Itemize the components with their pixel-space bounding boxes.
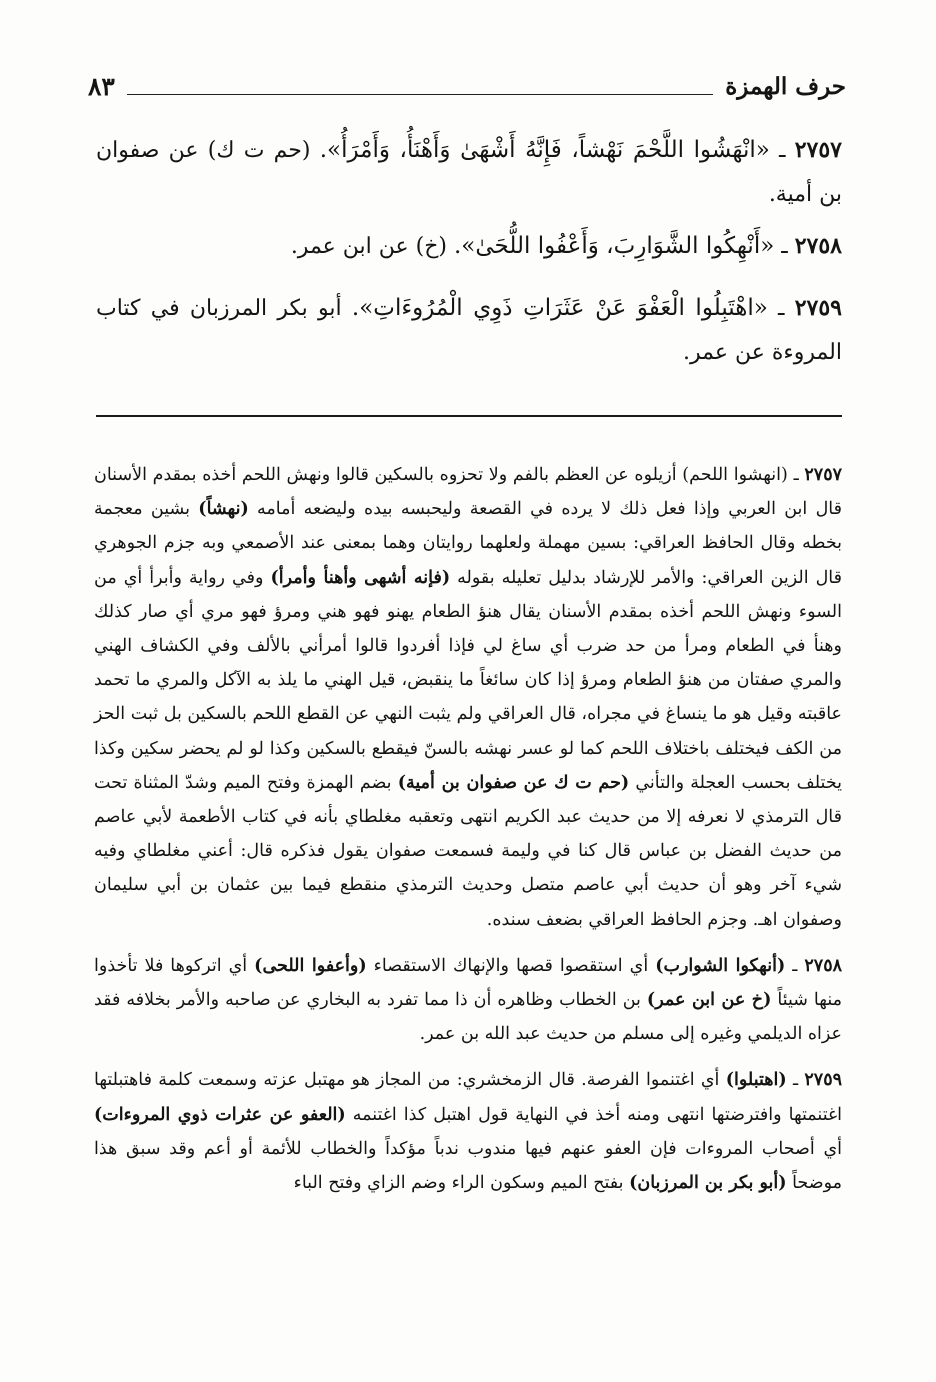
quoted-term: (حم ت ك عن صفوان بن أمية) bbox=[397, 772, 630, 793]
chapter-title: حرف الهمزة bbox=[725, 72, 846, 100]
commentary-section bbox=[94, 458, 842, 1212]
hadith-source: (حم ت ك) عن صفوان بن أمية. bbox=[96, 138, 842, 207]
quoted-term: (فإنه أشهى وأهنأ وأمرأ) bbox=[270, 567, 451, 588]
hadith-number: ٢٧٥٨ bbox=[794, 233, 842, 259]
hadith-text: «انْهَشُوا اللَّحْمَ نَهْشاً، فَإِنَّهُ أَشْهَىٰ وَأَهْنَأُ، وَأَمْرَأُ». bbox=[319, 137, 770, 163]
quoted-term: (أبو بكر بن المرزبان) bbox=[629, 1173, 787, 1194]
hadith-entry: ٢٧٥٩ ـ «اهْتَبِلُوا الْعَفْوَ عَنْ عَثَرَاتِ ذَوِي الْمُرُوءَاتِ». أبو بكر المرزبان في كتاب المروءة عن عمر. bbox=[96, 295, 842, 365]
commentary-paragraph: ٢٧٥٧ ـ (انهشوا اللحم) أزيلوه عن العظم بالفم ولا تحزوه بالسكين قالوا ونهش اللحم أخذه بمقدم الأسنان قال ابن العربي وإذا فعل ذلك لا يرده في القصعة وليحبسه بيده وليضعه أمامه (نهشاً) بشين معجمة بخطه وقال الحافظ العراقي: بسين مهملة ولعلهما روايتان وهما بمعنى عند الأصمعي وبه جزم الجوهري قال الزين العراقي: والأمر للإرشاد بدليل تعليله بقوله (فإنه أشهى وأهنأ وأمرأ) وفي رواية وأبرأ أي من السوء ونهش اللحم أخذه بمقدم الأسنان يقال هنؤ الطعام يهنو فهو هني ومرؤ فهو مري أي صار كذلك وهنأ في الطعام ومرأ من حد ضرب أي ساغ لي فإذا أفردوا قالوا أمرأني بالألف وفي الكشاف الهني والمري صفتان من هنؤ الطعام ومرؤ إذا كان سائغاً ما ينقبض، قيل الهني ما يلذ به الآكل والمري ما تحمد عاقبته وقيل هو ما ينساغ في مجراه، قال العراقي ولم يثبت النهي عن القطع اللحم بالسكين بل ثبت الحز من الكف فيختلف باختلاف اللحم كما لو عسر نهشه بالسنّ فيقطع بالسكين وكذا لو لم يحضر سكين وكذا يختلف بحسب العجلة والتأني (حم ت ك عن صفوان بن أمية) بضم الهمزة وفتح الميم وشدّ المثناة تحت قال الترمذي لا نعرفه إلا من حديث عبد الكريم انتهى وتعقبه مغلطاي بأنه في كتاب الأطعمة لأبي عاصم من حديث الفضل بن عباس قال كنا في وليمة فسمعت صفوان يقول فذكره قال: أعني مغلطاي وفيه شيء آخر وهو أن حديث أبي عاصم متصل وحديث الترمذي منقطع فيما بين عثمان بن أبي سليمان وصفوان اهـ. وجزم الحافظ العراقي بضعف سنده. bbox=[94, 465, 842, 930]
commentary-paragraph: ٢٧٥٨ ـ (أنهكوا الشوارب) أي استقصوا قصها والإنهاك الاستقصاء (وأعفوا اللحى) أي اتركوها فلا تأخذوا منها شيئاً (خ عن ابن عمر) بن الخطاب وظاهره أن ذا مما تفرد به البخاري عن صاحبه والأمر بخلافه فقد عزاه الديلمي وغيره إلى مسلم من حديث عبد الله بن عمر. bbox=[94, 955, 842, 1045]
hadith-source: أبو بكر المرزبان في كتاب المروءة عن عمر. bbox=[96, 296, 842, 365]
commentary-text: بفتح الميم وسكون الراء وضم الزاي وفتح الباء bbox=[293, 1173, 630, 1194]
page-number: ٨٣ bbox=[88, 71, 115, 101]
section-separator bbox=[96, 415, 842, 417]
commentary-number: ٢٧٥٩ bbox=[804, 1070, 842, 1091]
hadith-entry: ٢٧٥٨ ـ «أَنْهِكُوا الشَّوَارِبَ، وَأَعْفُوا اللُّحَىٰ». (خ) عن ابن عمر. bbox=[290, 233, 842, 259]
commentary-text: بشين معجمة بخطه وقال الحافظ العراقي: بسين مهملة ولعلهما روايتان وهما بمعنى عند الأصمعي وبه جزم الجوهري قال الزين العراقي: والأمر للإرشاد بدليل تعليله بقوله bbox=[94, 499, 842, 588]
header-rule bbox=[127, 94, 713, 95]
running-header bbox=[88, 66, 846, 106]
commentary-text: أي اتركوها فلا تأخذوا منها شيئاً bbox=[94, 955, 842, 1011]
quoted-term: (نهشاً) bbox=[198, 499, 249, 520]
commentary-text: (انهشوا اللحم) أزيلوه عن العظم بالفم ولا تحزوه بالسكين قالوا ونهش اللحم أخذه بمقدم الأسنان قال ابن العربي وإذا فعل ذلك لا يرده في القصعة وليحبسه بيده وليضعه أمامه bbox=[94, 465, 842, 520]
hadith-source: (خ) عن ابن عمر. bbox=[290, 234, 447, 259]
commentary-number: ٢٧٥٧ bbox=[804, 465, 842, 485]
commentary-text: أي اغتنموا الفرصة. قال الزمخشري: من المجاز هو مهتبل عزته وسمعت كلمة فاهتبلتها اغتنمتها وافترضتها انتهى ومنه أخذ في النهاية قول اهتبل كذا اغتنمه bbox=[94, 1070, 842, 1125]
commentary-text: بن الخطاب وظاهره أن ذا مما تفرد به البخاري عن صاحبه والأمر بخلافه فقد عزاه الديلمي وغيره إلى مسلم من حديث عبد الله بن عمر. bbox=[94, 990, 842, 1045]
commentary-text: أي أصحاب المروءات فإن العفو عنهم فيها مندوب ندباً مؤكداً والخطاب للأئمة أو أعم وقد سبق هذا موضحاً bbox=[94, 1138, 842, 1194]
hadith-number: ٢٧٥٩ bbox=[794, 295, 842, 321]
quoted-term: (اهتبلوا) bbox=[725, 1070, 787, 1091]
hadith-text: «أَنْهِكُوا الشَّوَارِبَ، وَأَعْفُوا اللُّحَىٰ». bbox=[454, 233, 775, 259]
hadith-entry: ٢٧٥٧ ـ «انْهَشُوا اللَّحْمَ نَهْشاً، فَإِنَّهُ أَشْهَىٰ وَأَهْنَأُ، وَأَمْرَأُ». (حم ت ك) عن صفوان بن أمية. bbox=[96, 137, 842, 207]
hadith-number: ٢٧٥٧ bbox=[794, 137, 842, 163]
quoted-term: (وأعفوا اللحى) bbox=[254, 955, 367, 976]
commentary-number: ٢٧٥٨ bbox=[804, 955, 842, 976]
quoted-term: (العفو عن عثرات ذوي المروءات) bbox=[94, 1104, 346, 1125]
commentary-paragraph: ٢٧٥٩ ـ (اهتبلوا) أي اغتنموا الفرصة. قال الزمخشري: من المجاز هو مهتبل عزته وسمعت كلمة فاهتبلتها اغتنمتها وافترضتها انتهى ومنه أخذ في النهاية قول اهتبل كذا اغتنمه (العفو عن عثرات ذوي المروءات) أي أصحاب المروءات فإن العفو عنهم فيها مندوب ندباً مؤكداً والخطاب للأئمة أو أعم وقد سبق هذا موضحاً (أبو بكر بن المرزبان) بفتح الميم وسكون الراء وضم الزاي وفتح الباء bbox=[94, 1070, 842, 1194]
hadith-text: «اهْتَبِلُوا الْعَفْوَ عَنْ عَثَرَاتِ ذَوِي الْمُرُوءَاتِ». bbox=[351, 295, 768, 321]
quoted-term: (خ عن ابن عمر) bbox=[646, 990, 772, 1011]
commentary-text: بضم الهمزة وفتح الميم وشدّ المثناة تحت قال الترمذي لا نعرفه إلا من حديث عبد الكريم انتهى وتعقبه مغلطاي بأنه في كتاب الأطعمة لأبي عاصم من حديث الفضل بن عباس قال كنا في وليمة فسمعت صفوان يقول فذكره قال: أعني مغلطاي وفيه شيء آخر وهو أن حديث أبي عاصم متصل وحديث الترمذي منقطع فيما بين عثمان بن أبي سليمان وصفوان اهـ. وجزم الحافظ العراقي بضعف سنده. bbox=[94, 772, 842, 930]
quoted-term: (أنهكوا الشوارب) bbox=[655, 955, 786, 976]
commentary-text: أي استقصوا قصها والإنهاك الاستقصاء bbox=[366, 955, 656, 976]
commentary-text: وفي رواية وأبرأ أي من السوء ونهش اللحم أخذه بمقدم الأسنان يقال هنؤ الطعام يهنو فهو هني ومرؤ فهو مري أي صار كذلك وهنأ في الطعام ومرأ من حد ضرب أي ساغ لي فإذا أفردوا قالوا أمرأني بالألف وفي الكشاف الهني والمري صفتان من هنؤ الطعام ومرؤ إذا كان سائغاً ما ينقبض، قيل الهني ما يلذ به الآكل والمري ما تحمد عاقبته وقيل هو ما ينساغ في مجراه، قال العراقي ولم يثبت النهي عن القطع اللحم بالسكين بل ثبت الحز من الكف فيختلف باختلاف اللحم كما لو عسر نهشه بالسنّ فيقطع بالسكين وكذا لو لم يحضر سكين وكذا يختلف بحسب العجلة والتأني bbox=[94, 567, 842, 793]
